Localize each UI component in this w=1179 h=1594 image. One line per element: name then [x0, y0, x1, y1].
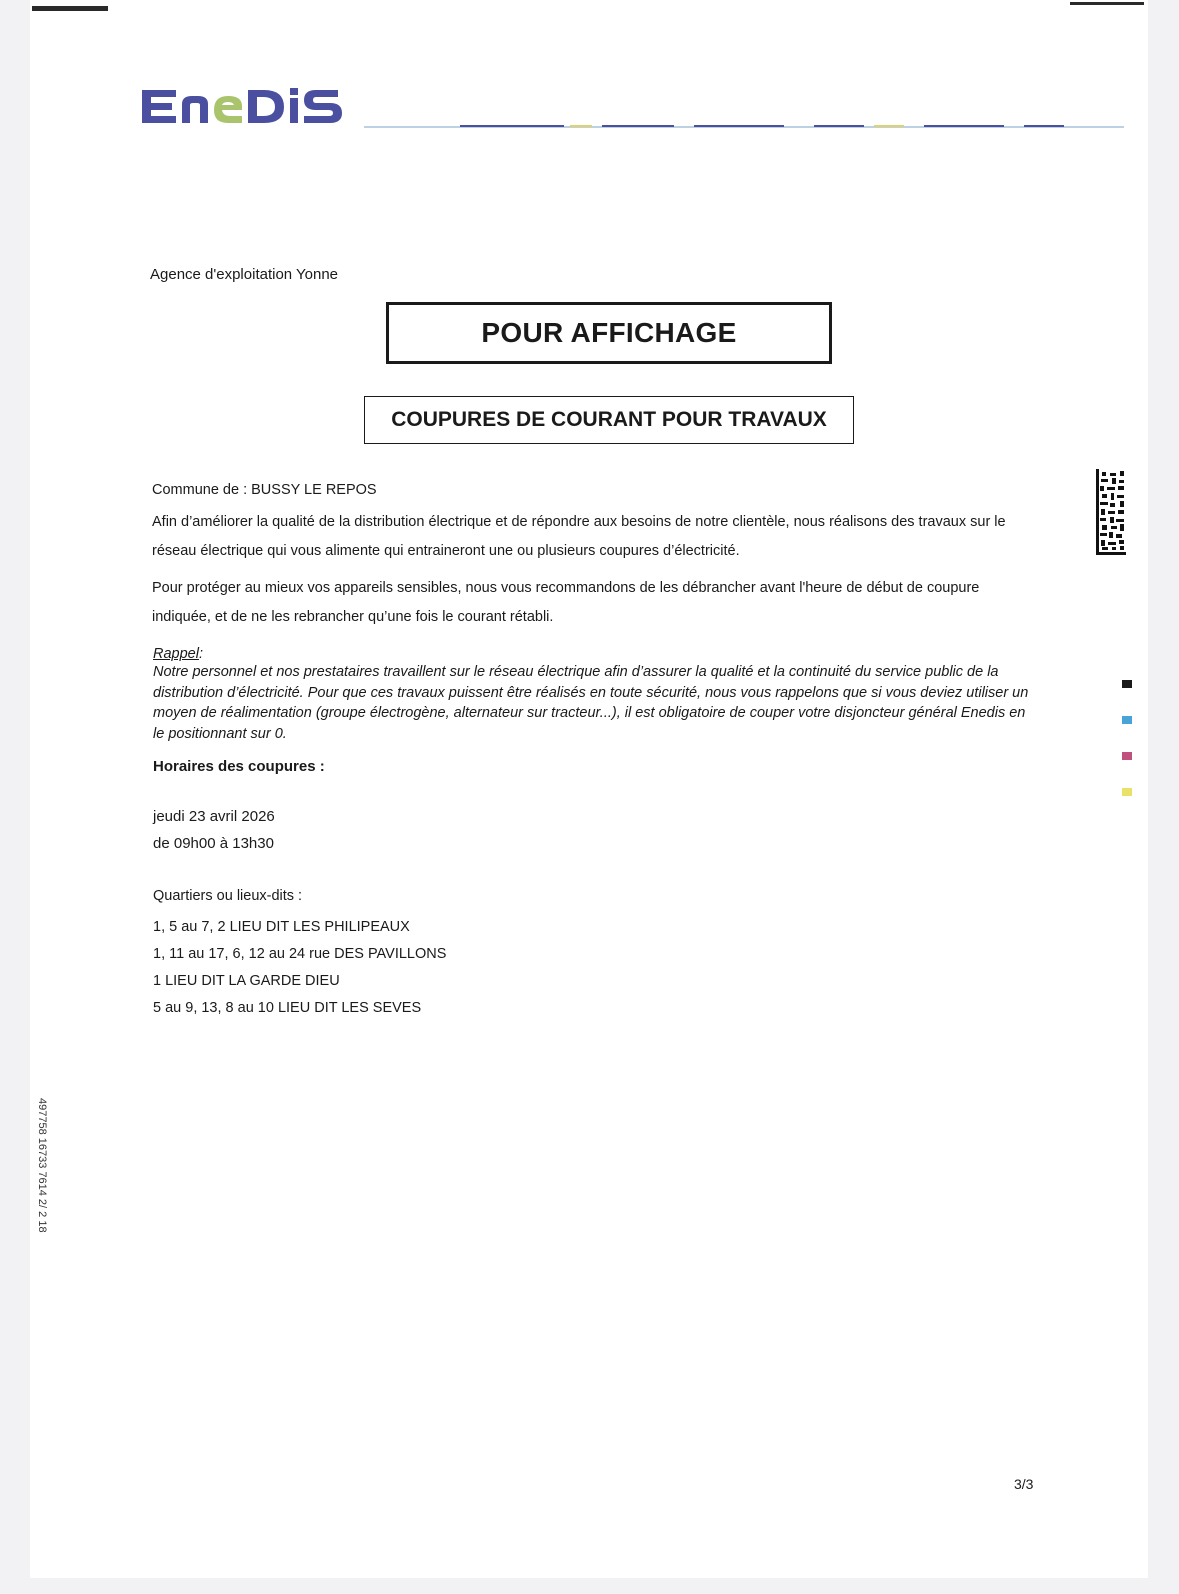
rappel-label: Rappel	[153, 646, 199, 662]
logo-rule-graphic	[364, 123, 1124, 129]
rappel-text: Notre personnel et nos prestataires travaillent sur le réseau électrique afin d’assurer la qualité et la continuité du service public de la distribution d’électricité. Pour que ces travaux puissent être réalisés en toute sécurité, nous vous rappelons que si vous deviez utiliser un moyen de réalimentation (groupe électrogène, alternateur sur tracteur...), il est obligatoire de couper votre disjoncteur général Enedis en le positionnant sur 0.	[153, 664, 1029, 742]
registration-mark-cyan	[1122, 716, 1132, 724]
list-item: 1, 11 au 17, 6, 12 au 24 rue DES PAVILLONS	[153, 946, 447, 962]
page-subtitle: COUPURES DE COURANT POUR TRAVAUX	[364, 396, 854, 444]
quartiers-list	[153, 914, 446, 1022]
list-item: 5 au 9, 13, 8 au 10 LIEU DIT LES SEVES	[153, 1000, 422, 1016]
outage-date: jeudi 23 avril 2026	[153, 808, 275, 825]
scan-mark	[1070, 2, 1144, 5]
scan-mark	[32, 6, 108, 11]
advice-paragraph: Pour protéger au mieux vos appareils sensibles, nous vous recommandons de les débrancher avant l'heure de début de coupure indiquée, et de ne les rebrancher qu’une fois le courant rétabli.	[152, 580, 980, 625]
document-page	[30, 0, 1148, 1578]
list-item: 1 LIEU DIT LA GARDE DIEU	[153, 973, 340, 989]
schedule-heading: Horaires des coupures :	[153, 758, 325, 775]
datamatrix-code-icon	[1096, 469, 1126, 555]
commune-line: Commune de : BUSSY LE REPOS	[152, 482, 377, 498]
outage-hours: de 09h00 à 13h30	[153, 835, 274, 852]
side-reference-code: 497758 16733 7614 2/ 2 18	[36, 1098, 48, 1233]
intro-paragraph: Afin d’améliorer la qualité de la distribution électrique et de répondre aux besoins de notre clientèle, nous réalisons des travaux sur le réseau électrique qui vous alimente qui entraineront une ou plusieurs coupures d’électricité.	[152, 514, 1006, 559]
page-title: POUR AFFICHAGE	[386, 302, 832, 364]
registration-mark-magenta	[1122, 752, 1132, 760]
quartiers-heading: Quartiers ou lieux-dits :	[153, 888, 303, 904]
logo-rule	[364, 116, 1124, 122]
rappel-heading	[153, 646, 203, 662]
enedis-logo	[140, 82, 350, 130]
registration-mark-black	[1122, 680, 1132, 688]
agency-name: Agence d'exploitation Yonne	[150, 266, 339, 283]
registration-mark-yellow	[1122, 788, 1132, 796]
list-item: 1, 5 au 7, 2 LIEU DIT LES PHILIPEAUX	[153, 919, 410, 935]
rappel-label-suffix: :	[198, 646, 203, 662]
page-number: 3/3	[1014, 1476, 1034, 1492]
enedis-logo-graphic	[140, 82, 350, 130]
